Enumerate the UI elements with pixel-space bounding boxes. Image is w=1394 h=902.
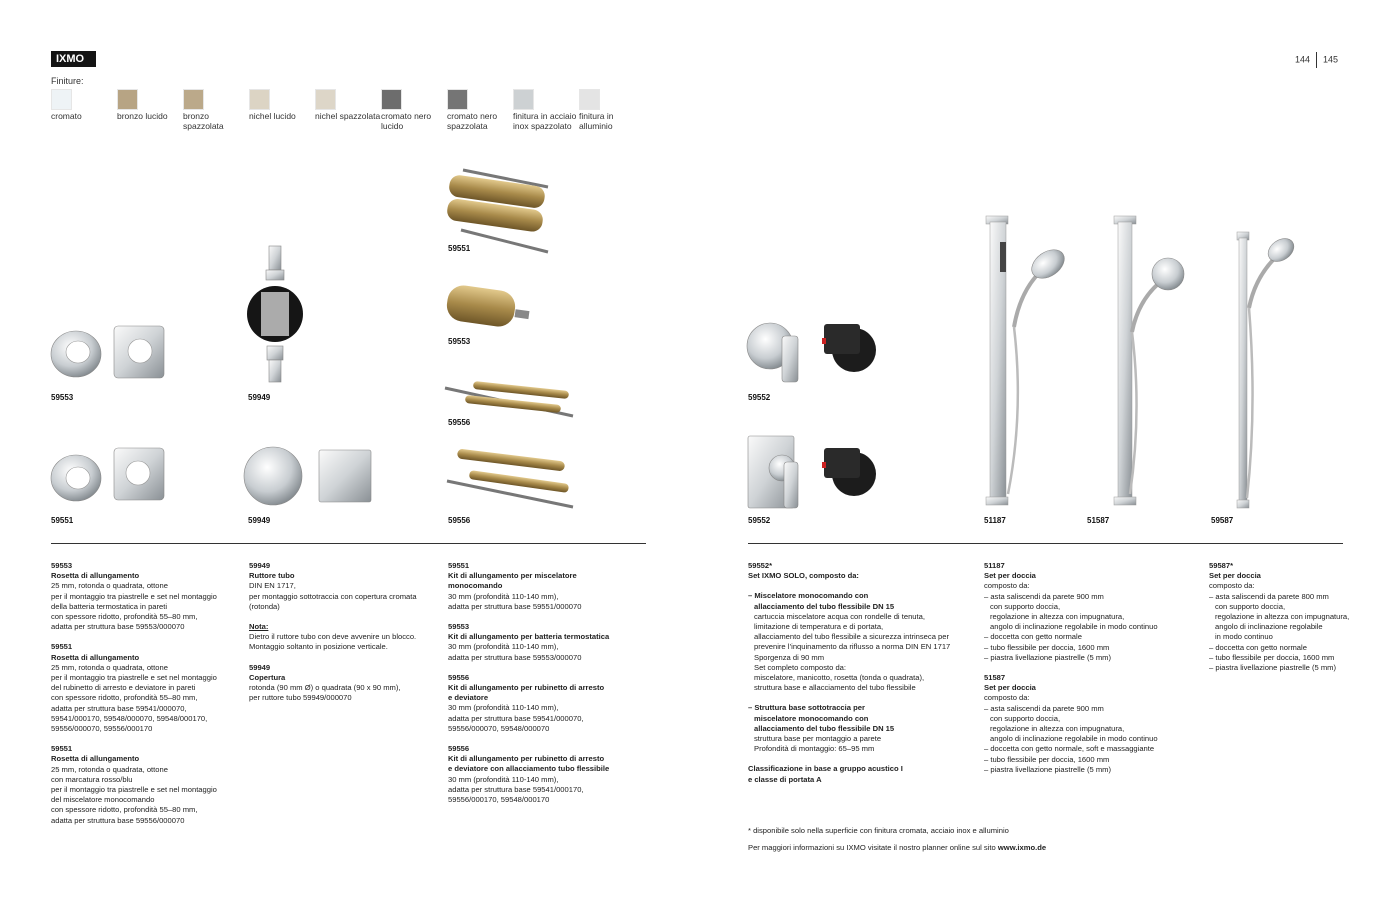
col4-section-base — [748, 703, 963, 754]
label-59552-round: 59552 — [748, 393, 771, 402]
shower-set-51587-image — [1108, 212, 1203, 512]
label-59587: 59587 — [1211, 516, 1234, 525]
col3-line: adatta per struttura base 59553/000070 — [448, 652, 582, 662]
shower-set-59587-image — [1225, 228, 1305, 512]
col1-line: con spessore ridotto, profondità 55–80 mm, — [51, 805, 198, 815]
description-col-5 — [984, 561, 1199, 785]
finish-swatch — [513, 89, 534, 110]
col6-line: in modo continuo — [1215, 632, 1273, 642]
finish-swatch — [447, 89, 468, 110]
col1-line: 25 mm, rotonda o quadrata, ottone — [51, 662, 168, 672]
col3-line: 30 mm (profondità 110-140 mm), — [448, 703, 559, 713]
finish-label: nichel spazzolata — [315, 111, 381, 121]
col3-title: Kit di allungamento per batteria termostatica — [448, 632, 610, 642]
finish-swatch — [51, 89, 72, 110]
col5-line: – asta saliscendi da parete 900 mm — [984, 591, 1104, 601]
col2-title-1: Ruttore tubo — [249, 571, 295, 581]
col5-code: 51587 — [984, 673, 1006, 683]
label-51187: 51187 — [984, 516, 1006, 525]
col4-s3-title: Classificazione in base a gruppo acustico I — [748, 764, 903, 774]
finish-swatch — [579, 89, 600, 110]
finish-swatch — [381, 89, 402, 110]
col5-line: – doccetta con getto normale, soft e massaggiante — [984, 744, 1155, 754]
label-59556-hose-kit: 59556 — [448, 516, 471, 525]
mixer-set-round-image — [746, 312, 881, 387]
col5-line: composto da: — [984, 693, 1030, 703]
label-59556-kit: 59556 — [448, 418, 471, 427]
col4-s1-line: prevenire l’inquinamento da riflusso a norma DIN EN 1717 — [754, 642, 951, 652]
finish-swatch — [183, 89, 204, 110]
col1-line: adatta per struttura base 59553/000070 — [51, 622, 185, 632]
cover-59949-image — [243, 440, 383, 515]
extension-kit-59553-image — [445, 282, 535, 332]
col6-line: composto da: — [1209, 581, 1255, 591]
col3-code: 59553 — [448, 622, 470, 632]
finish-swatch — [117, 89, 138, 110]
col2-line: DIN EN 1717, — [249, 581, 296, 591]
col3-line: 30 mm (profondità 110-140 mm), — [448, 774, 559, 784]
finish-label: cromato nero lucido — [381, 111, 432, 131]
col6-code: 59587* — [1209, 561, 1234, 570]
col4-s2-line: Profondità di montaggio: 65–95 mm — [754, 744, 875, 754]
col1-line: del rubinetto di arresto e deviatore in pareti — [51, 683, 196, 693]
col1-line: per il montaggio tra piastrelle e set nel montaggio — [51, 591, 217, 601]
extension-kit-59556-hose-image — [443, 447, 578, 517]
website-link[interactable]: www.ixmo.de — [997, 843, 1047, 852]
col3-code: 59556 — [448, 744, 470, 754]
col5-block — [984, 673, 1199, 775]
description-col-4 — [748, 561, 963, 795]
col6-line: con supporto doccia, — [1215, 601, 1286, 611]
shower-set-51187-image — [980, 212, 1075, 512]
col6-block — [1209, 561, 1359, 673]
col1-code: 59553 — [51, 561, 73, 570]
col6-line: – doccetta con getto normale — [1209, 642, 1307, 652]
page-numbers — [1295, 52, 1338, 68]
brand-tag: IXMO — [51, 51, 96, 67]
col6-title: Set per doccia — [1209, 571, 1261, 581]
col3-line: adatta per struttura base 59541/000170, — [448, 784, 584, 794]
footnote: * disponibile solo nella superficie con finitura cromata, acciaio inox e alluminio — [748, 826, 1009, 835]
col3-title: Kit di allungamento per miscelatore — [448, 571, 577, 581]
finish-label: cromato — [51, 111, 82, 121]
finish-label: bronzo spazzolata — [183, 111, 224, 131]
col1-line: 25 mm, rotonda o quadrata, ottone — [51, 581, 168, 591]
col1-line: per il montaggio tra piastrelle e set nel montaggio — [51, 673, 217, 683]
col3-block — [448, 673, 643, 734]
finish-label: nichel lucido — [249, 111, 296, 121]
more-info — [748, 843, 1046, 852]
col1-block — [51, 642, 241, 734]
col4-s2-title: allacciamento del tubo flessibile DN 15 — [754, 723, 895, 733]
col1-line: del miscelatore monocomando — [51, 795, 155, 805]
col4-s3-title: e classe di portata A — [748, 774, 822, 784]
col4-s2-title: – Struttura base sottotraccia per — [748, 703, 865, 713]
finish-label: bronzo lucido — [117, 111, 168, 121]
col4-s2-title: miscelatore monocomando con — [754, 713, 869, 723]
col3-line: 59556/000170, 59548/000170 — [448, 795, 550, 805]
pipe-breaker-59949-image — [245, 242, 307, 387]
col5-line: – tubo flessibile per doccia, 1600 mm — [984, 642, 1110, 652]
finishes-label: Finiture: — [51, 76, 84, 86]
description-col-6 — [1209, 561, 1359, 683]
description-col-3 — [448, 561, 643, 815]
col4-s1-line: struttura base e allacciamento del tubo flessibile — [754, 683, 916, 693]
col5-line: con supporto doccia, — [990, 601, 1061, 611]
description-col-2 — [249, 561, 439, 713]
finish-swatch — [315, 89, 336, 110]
col1-code: 59551 — [51, 744, 73, 754]
col5-line: composto da: — [984, 581, 1030, 591]
col3-code: 59551 — [448, 561, 470, 570]
finish-label: finitura in acciaio inox spazzolato — [513, 111, 577, 131]
col6-line: – tubo flessibile per doccia, 1600 mm — [1209, 652, 1335, 662]
col4-section-class — [748, 764, 963, 784]
col1-line: con spessore ridotto, profondità 55–80 mm, — [51, 693, 198, 703]
col1-title: Rosetta di allungamento — [51, 754, 140, 764]
col5-line: – asta saliscendi da parete 900 mm — [984, 703, 1104, 713]
col4-s1-line: Set completo composto da: — [754, 662, 847, 672]
col5-title: Set per doccia — [984, 571, 1036, 581]
col1-line: per il montaggio tra piastrelle e set nel montaggio — [51, 785, 217, 795]
col4-s1-title: allacciamento del tubo flessibile DN 15 — [754, 601, 895, 611]
divider-left — [51, 543, 646, 544]
col4-code: 59552* — [748, 561, 773, 570]
col3-title: e deviatore — [448, 693, 489, 703]
page-number-left: 144 — [1295, 54, 1311, 65]
col2-code-1: 59949 — [249, 561, 271, 570]
col2-title-2: Copertura — [249, 672, 286, 682]
col4-s1-line: allacciamento del tubo flessibile a sicurezza intrinseca per — [754, 632, 950, 642]
col4-s1-line: miscelatore, manicotto, rosetta (tonda o quadrata), — [754, 673, 925, 683]
col4-s1-title: – Miscelatore monocomando con — [748, 591, 869, 601]
col1-code: 59551 — [51, 642, 73, 652]
more-info-text: Per maggiori informazioni su IXMO visitate il nostro planner online sul sito — [748, 843, 996, 852]
col3-line: adatta per struttura base 59541/000070, — [448, 713, 584, 723]
col1-line: 25 mm, rotonda o quadrata, ottone — [51, 764, 168, 774]
col5-title: Set per doccia — [984, 683, 1036, 693]
col2-line: rotonda (90 mm Ø) o quadrata (90 x 90 mm), — [249, 683, 401, 693]
col4-s1-line: Sporgenza di 90 mm — [754, 652, 825, 662]
col1-line: adatta per struttura base 59541/000070, — [51, 703, 187, 713]
page-number-right: 145 — [1323, 54, 1339, 65]
col1-line: con marcatura rosso/blu — [51, 774, 133, 784]
col6-line: – asta saliscendi da parete 800 mm — [1209, 591, 1329, 601]
finish-label: finitura in alluminio — [579, 111, 614, 131]
col2-line: (rotonda) — [249, 601, 280, 611]
col1-line: con spessore ridotto, profondità 55–80 mm, — [51, 612, 198, 622]
col1-block — [51, 561, 241, 632]
col5-line: – piastra livellazione piastrelle (5 mm) — [984, 652, 1112, 662]
col5-line: angolo di inclinazione regolabile in modo continuo — [990, 734, 1158, 744]
col6-line: – piastra livellazione piastrelle (5 mm) — [1209, 663, 1337, 673]
col2-line: per ruttore tubo 59949/000070 — [249, 693, 352, 703]
col3-line: adatta per struttura base 59551/000070 — [448, 601, 582, 611]
col2-code-2: 59949 — [249, 662, 271, 672]
col3-title: Kit di allungamento per rubinetto di arresto — [448, 683, 605, 693]
col5-code: 51187 — [984, 561, 1005, 570]
col3-line: 59556/000070, 59548/000070 — [448, 723, 550, 733]
col4-s1-line: limitazione di temperatura e di portata, — [754, 622, 884, 632]
label-59949-cover: 59949 — [248, 516, 271, 525]
description-col-1 — [51, 561, 241, 836]
col3-code: 59556 — [448, 672, 470, 682]
col5-line: – tubo flessibile per doccia, 1600 mm — [984, 754, 1110, 764]
label-59552-square: 59552 — [748, 516, 771, 525]
col5-line: – doccetta con getto normale — [984, 632, 1082, 642]
col4-s2-line: struttura base per montaggio a parete — [754, 734, 882, 744]
col5-line: angolo di inclinazione regolabile in modo continuo — [990, 622, 1158, 632]
col2-line: per montaggio sottotraccia con copertura cromata — [249, 591, 417, 601]
col5-block — [984, 561, 1199, 663]
col3-line: 30 mm (profondità 110-140 mm), — [448, 642, 559, 652]
col1-line: 59541/000170, 59548/000070, 59548/000170, — [51, 713, 208, 723]
col4-s1-line: cartuccia miscelatore acqua con rondelle di tenuta, — [754, 611, 925, 621]
label-59551-rosette: 59551 — [51, 516, 74, 525]
label-59553-rosette: 59553 — [51, 393, 74, 402]
col1-block — [51, 744, 241, 826]
finish-label: cromato nero spazzolata — [447, 111, 498, 131]
col1-line: 59556/000070, 59556/000170 — [51, 724, 153, 734]
note-line: Dietro il ruttore tubo con deve avvenire un blocco. — [249, 632, 417, 642]
col1-line: adatta per struttura base 59556/000070 — [51, 815, 185, 825]
col3-block — [448, 622, 643, 663]
col3-title: monocomando — [448, 581, 503, 591]
col3-title: Kit di allungamento per rubinetto di arresto — [448, 754, 605, 764]
col6-line: regolazione in altezza con impugnatura, — [1215, 612, 1350, 622]
finish-swatch — [249, 89, 270, 110]
col1-title: Rosetta di allungamento — [51, 571, 140, 581]
col3-block — [448, 744, 643, 805]
col3-block — [448, 561, 643, 612]
col5-line: regolazione in altezza con impugnatura, — [990, 724, 1125, 734]
label-51587: 51587 — [1087, 516, 1110, 525]
col3-title: e deviatore con allacciamento tubo flessibile — [448, 764, 610, 774]
rosette-59553-image — [50, 318, 170, 388]
col1-title: Rosetta di allungamento — [51, 652, 140, 662]
col3-line: 30 mm (profondità 110-140 mm), — [448, 591, 559, 601]
label-59551-kit: 59551 — [448, 244, 471, 253]
col4-title: Set IXMO SOLO, composto da: — [748, 571, 859, 581]
divider-right — [748, 543, 1343, 544]
col4-section-mixer — [748, 591, 963, 693]
col6-line: angolo di inclinazione regolabile — [1215, 622, 1323, 632]
note-line: Montaggio soltanto in posizione verticale. — [249, 642, 388, 652]
col5-line: regolazione in altezza con impugnatura, — [990, 612, 1125, 622]
col5-line: con supporto doccia, — [990, 713, 1061, 723]
label-59553-kit: 59553 — [448, 337, 471, 346]
rosette-59551-image — [50, 442, 170, 512]
mixer-set-square-image — [746, 432, 881, 512]
col5-line: – piastra livellazione piastrelle (5 mm) — [984, 764, 1112, 774]
col1-line: della batteria termostatica in pareti — [51, 601, 168, 611]
note-label: Nota: — [249, 622, 269, 632]
label-59949-breaker: 59949 — [248, 393, 271, 402]
